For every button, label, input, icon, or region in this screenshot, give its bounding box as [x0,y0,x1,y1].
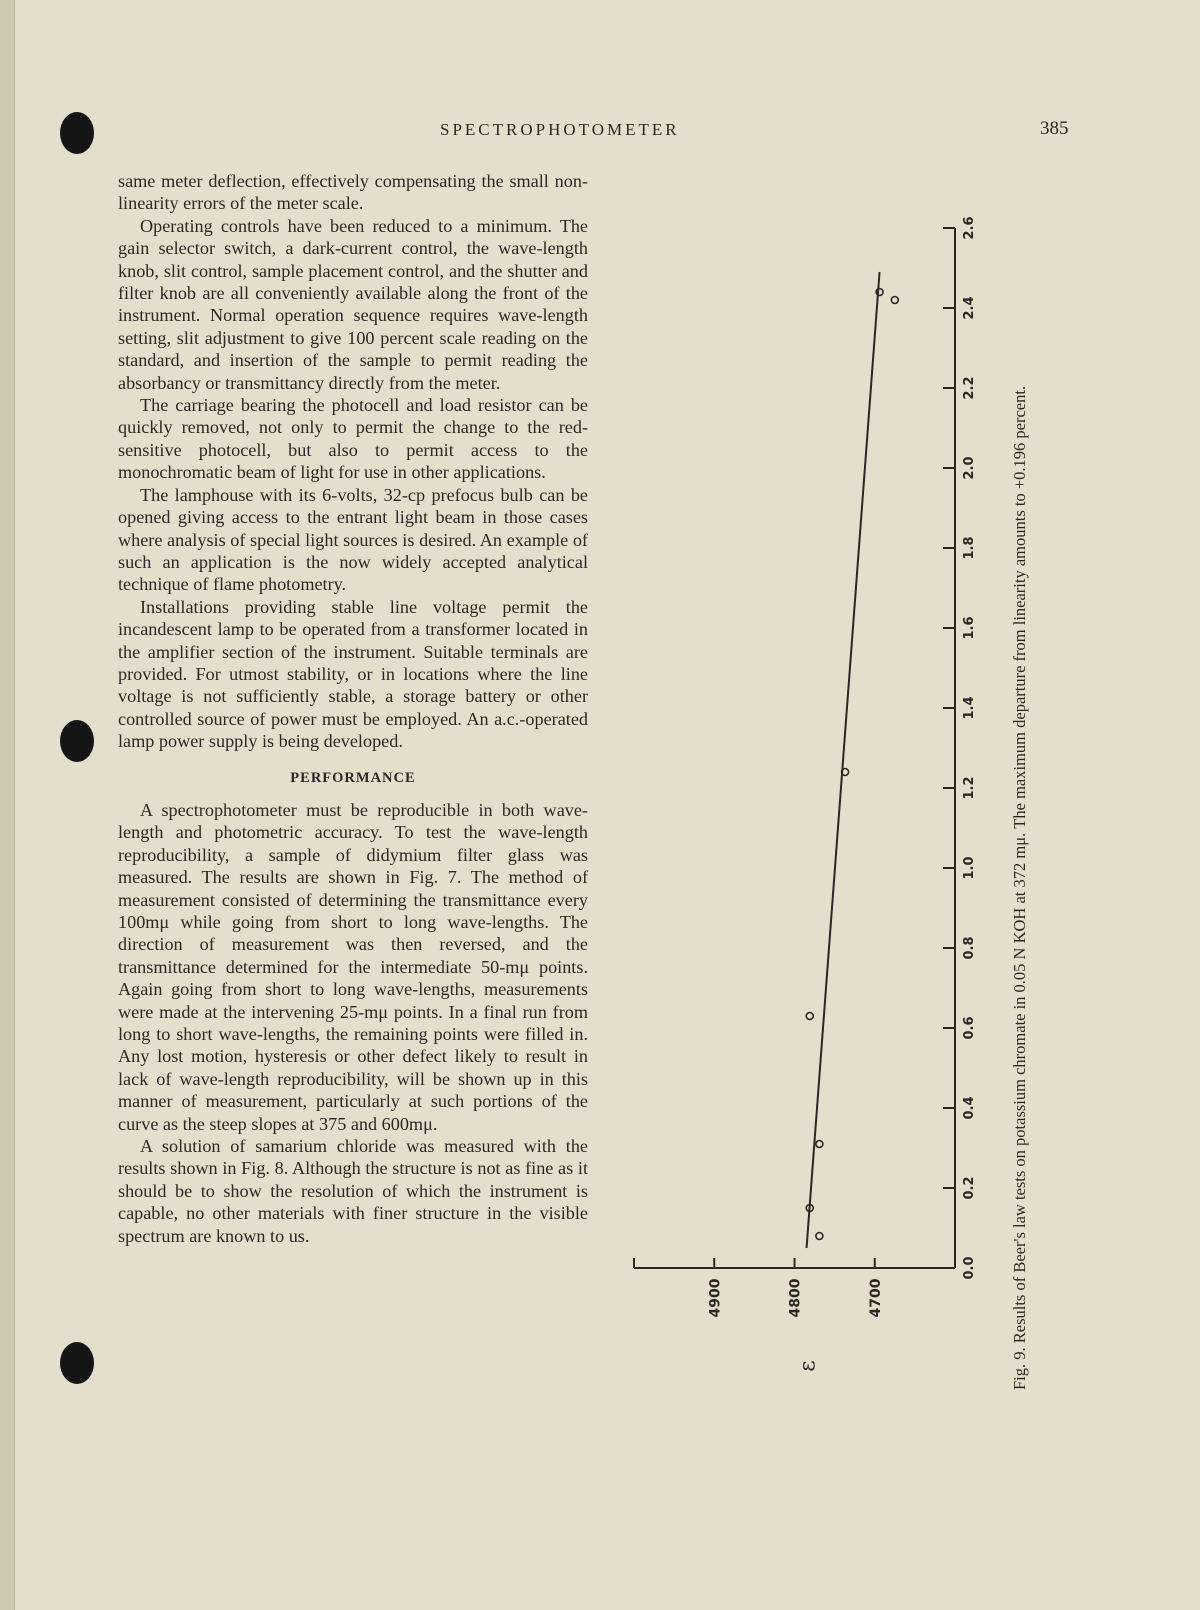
y-axis-label: ε [795,1360,821,1372]
paragraph: The carriage bearing the photocell and load resistor can be quickly removed, not only to permit the change to the red-sensitive photocell, but also to permit access to the monochromatic beam of light for use in other applications. [118,395,588,483]
paragraph: The lamphouse with its 6-volts, 32-cp prefocus bulb can be opened giving access to the entrant light beam in those cases where analysis of special light sources is desired. An example of such an application is the now widely accepted analytical technique of flame photometry. [118,484,588,595]
page-number: 385 [1040,118,1069,139]
x-tick-label: 1.4 [962,696,977,720]
x-tick-label: 1.0 [962,856,977,880]
x-tick-label: 2.2 [962,376,977,400]
paragraph: same meter deflection, effectively compensating the small non-linearity errors of the meter scale. [118,171,588,214]
section-heading: PERFORMANCE [290,769,416,786]
x-tick-label: 0.0 [962,1256,977,1280]
data-point [816,1233,823,1240]
x-tick-label: 1.2 [962,776,977,800]
paragraph: Installations providing stable line voltage permit the incandescent lamp to be operated from a transformer located in the amplifier section of the instrument. Suitable terminals are provided. For utmost stability, or in locations where the line voltage is not sufficiently stable, a storage battery or other controlled source of power must be employed. An a.c.-operated lamp power supply is being developed. [118,596,588,752]
x-tick-label: 0.8 [962,936,977,960]
figure-caption: Fig. 9. Results of Beer's law tests on potassium chromate in 0.05 N KOH at 372 mμ. The maximum departure from linearity amounts to +0.196 percent. [1010,385,1029,1390]
running-title: SPECTROPHOTOMETER [440,120,680,139]
paragraph: Operating controls have been reduced to a minimum. The gain selector switch, a dark-current control, the wave-length knob, slit control, sample placement control, and the shutter and filter knob are all conveniently available along the front of the instrument. Normal operation sequence requires wave-length setting, slit adjustment to give 100 percent scale reading on the standard, and insertion of the sample to permit reading the absorbancy or transmittancy directly from the meter. [118,215,588,393]
fit-line [807,272,880,1248]
x-tick-label: 0.4 [962,1096,977,1120]
y-tick-label: 4800 [787,1278,804,1318]
data-point [816,1141,823,1148]
x-tick-label: 0.6 [962,1016,977,1040]
x-tick-label: 2.0 [962,456,977,480]
paragraph: A solution of samarium chloride was measured with the results shown in Fig. 8. Although the structure is not as fine as it should be to show the resolution of which the instrument is capable, no other materials with finer structure in the visible spectrum are known to us. [118,1136,588,1246]
paragraph: A spectrophotometer must be reproducible in both wave-length and photometric accuracy. To test the wave-length reproducibility, a sample of didymium filter glass was measured. The results are shown in Fig. 7. The method of measurement consisted of determining the transmittance every 100mμ while going from short to long wave-lengths. The direction of measurement was then reversed, and the transmittance determined for the intermediate 50-mμ points. Again going from short to long wave-lengths, measurements were made at the intervening 25-mμ points. In a final run from long to short wave-lengths, the remaining points were filled in. Any lost motion, hysteresis or other defect likely to result in lack of wave-length reproducibility, will be shown up in this manner of measurement, particularly at such portions of the curve as the steep slopes at 375 and 600mμ. [118,799,588,1134]
x-tick-label: 0.2 [962,1176,977,1200]
data-point [891,297,898,304]
x-tick-label: 2.6 [962,216,977,240]
y-tick-label: 4900 [707,1278,724,1318]
x-tick-label: 1.6 [962,616,977,640]
x-tick-label: 1.8 [962,536,977,560]
y-tick-label: 4700 [867,1278,884,1318]
x-tick-label: 2.4 [962,296,977,320]
data-point [806,1013,813,1020]
